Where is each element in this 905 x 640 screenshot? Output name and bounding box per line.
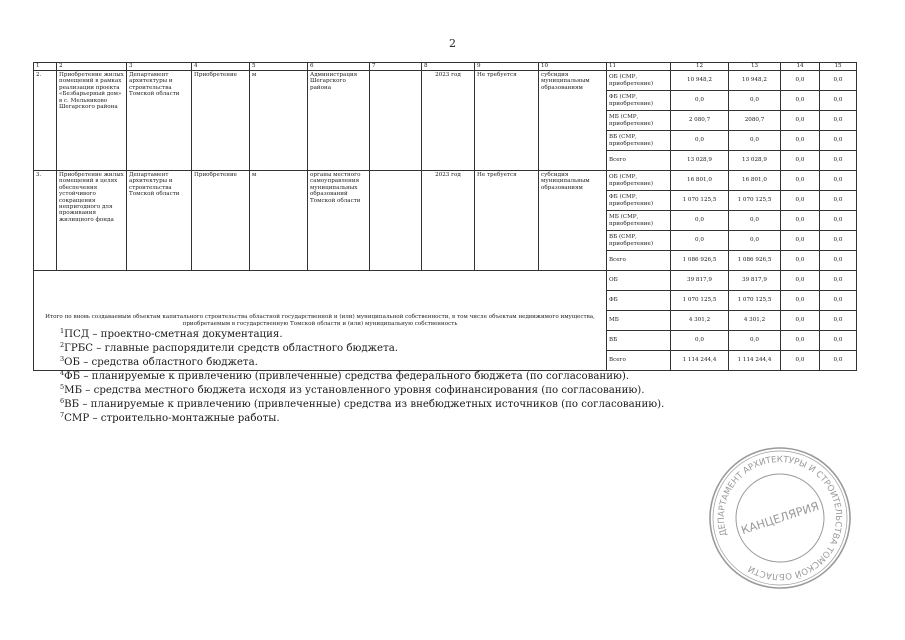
table-header-row — [34, 63, 857, 71]
funding-value: 1 070 125,5 — [729, 191, 781, 211]
table-row — [34, 71, 857, 91]
funding-value: 0,0 — [820, 131, 857, 151]
expertise-cell: Не требуется — [475, 71, 539, 171]
funding-value: 0,0 — [820, 171, 857, 191]
header-cell: 6 — [308, 63, 370, 71]
header-cell: 1 — [34, 63, 57, 71]
header-cell: 10 — [539, 63, 607, 71]
funding-value: 0,0 — [671, 331, 729, 351]
funding-value: 0,0 — [671, 211, 729, 231]
object-name: Приобретение жилых помещений в целях обеспечения устойчивого сокращения непригодного для проживания жилищного фонда — [57, 171, 127, 271]
funding-value: 1 070 125,5 — [671, 291, 729, 311]
header-cell: 13 — [729, 63, 781, 71]
funding-value: 0,0 — [781, 91, 820, 111]
chancellery-stamp — [705, 443, 855, 593]
funding-value: 0,0 — [781, 231, 820, 251]
footnotes — [60, 328, 880, 426]
funding-source: Всего — [607, 351, 671, 371]
header-cell: 11 — [607, 63, 671, 71]
funding-value: 39 817,9 — [729, 271, 781, 291]
unit-cell: м — [250, 71, 308, 171]
footnote: $^1$ПСД – проектно-сметная документация. — [60, 327, 283, 340]
funding-value: 13 028,9 — [671, 151, 729, 171]
funding-value: 1 114 244,4 — [671, 351, 729, 371]
funding-source: Всего — [607, 151, 671, 171]
type-cell: Приобретение — [192, 171, 250, 271]
funding-value: 10 948,2 — [671, 71, 729, 91]
capacity-cell — [370, 71, 422, 171]
funding-value: 0,0 — [729, 131, 781, 151]
funding-value: 0,0 — [820, 311, 857, 331]
object-name: Приобретение жилых помещений в рамках реализации проекта «Безбарьерный дом» в с. Мельниково Шегарского района — [57, 71, 127, 171]
year-cell: 2023 год — [422, 71, 475, 171]
funding-value: 0,0 — [820, 71, 857, 91]
funding-value: 2 080,7 — [671, 111, 729, 131]
funding-value: 1 086 926,5 — [729, 251, 781, 271]
funding-value: 0,0 — [820, 91, 857, 111]
grbs-cell: Департамент архитектуры и строительства Томской области — [127, 171, 192, 271]
funding-value: 0,0 — [820, 231, 857, 251]
footnote: $^4$ФБ – планируемые к привлечению (привлеченные) средства федерального бюджета (по согласованию). — [60, 369, 630, 382]
funding-value: 4 301,2 — [671, 311, 729, 331]
row-number: 3. — [34, 171, 57, 271]
funding-value: 1 114 244,4 — [729, 351, 781, 371]
page-number: 2 — [449, 37, 456, 50]
row-number: 2. — [34, 71, 57, 171]
funding-value: 0,0 — [781, 291, 820, 311]
footnote: $^2$ГРБС – главные распорядители средств областного бюджета. — [60, 341, 399, 354]
funding-value: 0,0 — [820, 111, 857, 131]
funding-value: 0,0 — [781, 71, 820, 91]
funding-source: ВБ (СМР, приобретение) — [607, 231, 671, 251]
header-cell: 7 — [370, 63, 422, 71]
funding-source: ВБ (СМР, приобретение) — [607, 131, 671, 151]
header-cell: 12 — [671, 63, 729, 71]
funding-value: 0,0 — [781, 171, 820, 191]
footnote: $^5$МБ – средства местного бюджета исходя из установленного уровня софинансирования (по согласованию). — [60, 383, 645, 396]
funding-value: 2080,7 — [729, 111, 781, 131]
form-cell: субсидия муниципальным образованиям — [539, 71, 607, 171]
header-cell: 15 — [820, 63, 857, 71]
funding-value: 0,0 — [781, 351, 820, 371]
funding-value: 0,0 — [820, 351, 857, 371]
funding-value: 0,0 — [671, 131, 729, 151]
funding-value: 4 301,2 — [729, 311, 781, 331]
funding-value: 0,0 — [781, 271, 820, 291]
funding-value: 0,0 — [781, 251, 820, 271]
funding-source: МБ — [607, 311, 671, 331]
funding-value: 0,0 — [820, 191, 857, 211]
customer-cell: Администрация Шегарского района — [308, 71, 370, 171]
funding-value: 0,0 — [820, 271, 857, 291]
header-cell: 8 — [422, 63, 475, 71]
header-cell: 2 — [57, 63, 127, 71]
funding-value: 13 028,9 — [729, 151, 781, 171]
funding-source: ФБ — [607, 291, 671, 311]
customer-cell: органы местного самоуправления муниципальных образований Томской области — [308, 171, 370, 271]
header-cell: 4 — [192, 63, 250, 71]
total-row — [34, 271, 857, 291]
funding-source: Всего — [607, 251, 671, 271]
funding-value: 0,0 — [729, 231, 781, 251]
funding-source: ОБ — [607, 271, 671, 291]
grbs-cell: Департамент архитектуры и строительства Томской области — [127, 71, 192, 171]
stamp-ring-text: ДЕПАРТАМЕНТ АРХИТЕКТУРЫ И СТРОИТЕЛЬСТВА ТОМСКОЙ ОБЛАСТИ — [716, 454, 844, 582]
funding-value: 0,0 — [781, 311, 820, 331]
funding-value: 0,0 — [781, 211, 820, 231]
funding-value: 10 948,2 — [729, 71, 781, 91]
footnote: $^7$СМР – строительно-монтажные работы. — [60, 411, 280, 424]
funding-value: 0,0 — [820, 291, 857, 311]
stamp-center-text: КАНЦЕЛЯРИЯ — [739, 498, 821, 538]
funding-source: ОБ (СМР, приобретение) — [607, 171, 671, 191]
funding-value: 0,0 — [781, 151, 820, 171]
funding-value: 0,0 — [820, 251, 857, 271]
capital-construction-table — [33, 62, 857, 371]
header-cell: 3 — [127, 63, 192, 71]
funding-value: 0,0 — [820, 211, 857, 231]
type-cell: Приобретение — [192, 71, 250, 171]
funding-value: 16 801,0 — [729, 171, 781, 191]
funding-value: 0,0 — [729, 91, 781, 111]
funding-value: 0,0 — [729, 331, 781, 351]
total-label: Итого по вновь создаваемым объектам капитального строительства областной государственной и (или) муниципальной собственности, в том числе объектам недвижимого имущества, приобретаемым в государственную Томской области и (или) муниципальную собственность — [34, 271, 607, 371]
year-cell: 2023 год — [422, 171, 475, 271]
funding-value: 0,0 — [671, 91, 729, 111]
funding-source: ОБ (СМР, приобретение) — [607, 71, 671, 91]
funding-value: 0,0 — [820, 331, 857, 351]
funding-value: 1 070 125,5 — [729, 291, 781, 311]
funding-value: 0,0 — [781, 131, 820, 151]
expertise-cell: Не требуется — [475, 171, 539, 271]
funding-value: 39 817,9 — [671, 271, 729, 291]
unit-cell: м — [250, 171, 308, 271]
funding-value: 0,0 — [671, 231, 729, 251]
capacity-cell — [370, 171, 422, 271]
funding-source: МБ (СМР, приобретение) — [607, 211, 671, 231]
funding-value: 0,0 — [820, 151, 857, 171]
funding-value: 1 086 926,5 — [671, 251, 729, 271]
header-cell: 5 — [250, 63, 308, 71]
funding-value: 1 070 125,5 — [671, 191, 729, 211]
funding-value: 0,0 — [781, 331, 820, 351]
header-cell: 14 — [781, 63, 820, 71]
table-row — [34, 171, 857, 191]
funding-value: 0,0 — [781, 111, 820, 131]
funding-source: ФБ (СМР, приобретение) — [607, 191, 671, 211]
funding-source: ВБ — [607, 331, 671, 351]
footnote: $^3$ОБ – средства областного бюджета. — [60, 355, 258, 368]
form-cell: субсидия муниципальным образованиям — [539, 171, 607, 271]
funding-source: ФБ (СМР, приобретение) — [607, 91, 671, 111]
header-cell: 9 — [475, 63, 539, 71]
footnote: $^6$ВБ – планируемые к привлечению (привлеченные) средства из внебюджетных источников (по согласованию). — [60, 397, 665, 410]
funding-value: 0,0 — [729, 211, 781, 231]
funding-value: 0,0 — [781, 191, 820, 211]
funding-value: 16 801,0 — [671, 171, 729, 191]
funding-source: МБ (СМР, приобретение) — [607, 111, 671, 131]
